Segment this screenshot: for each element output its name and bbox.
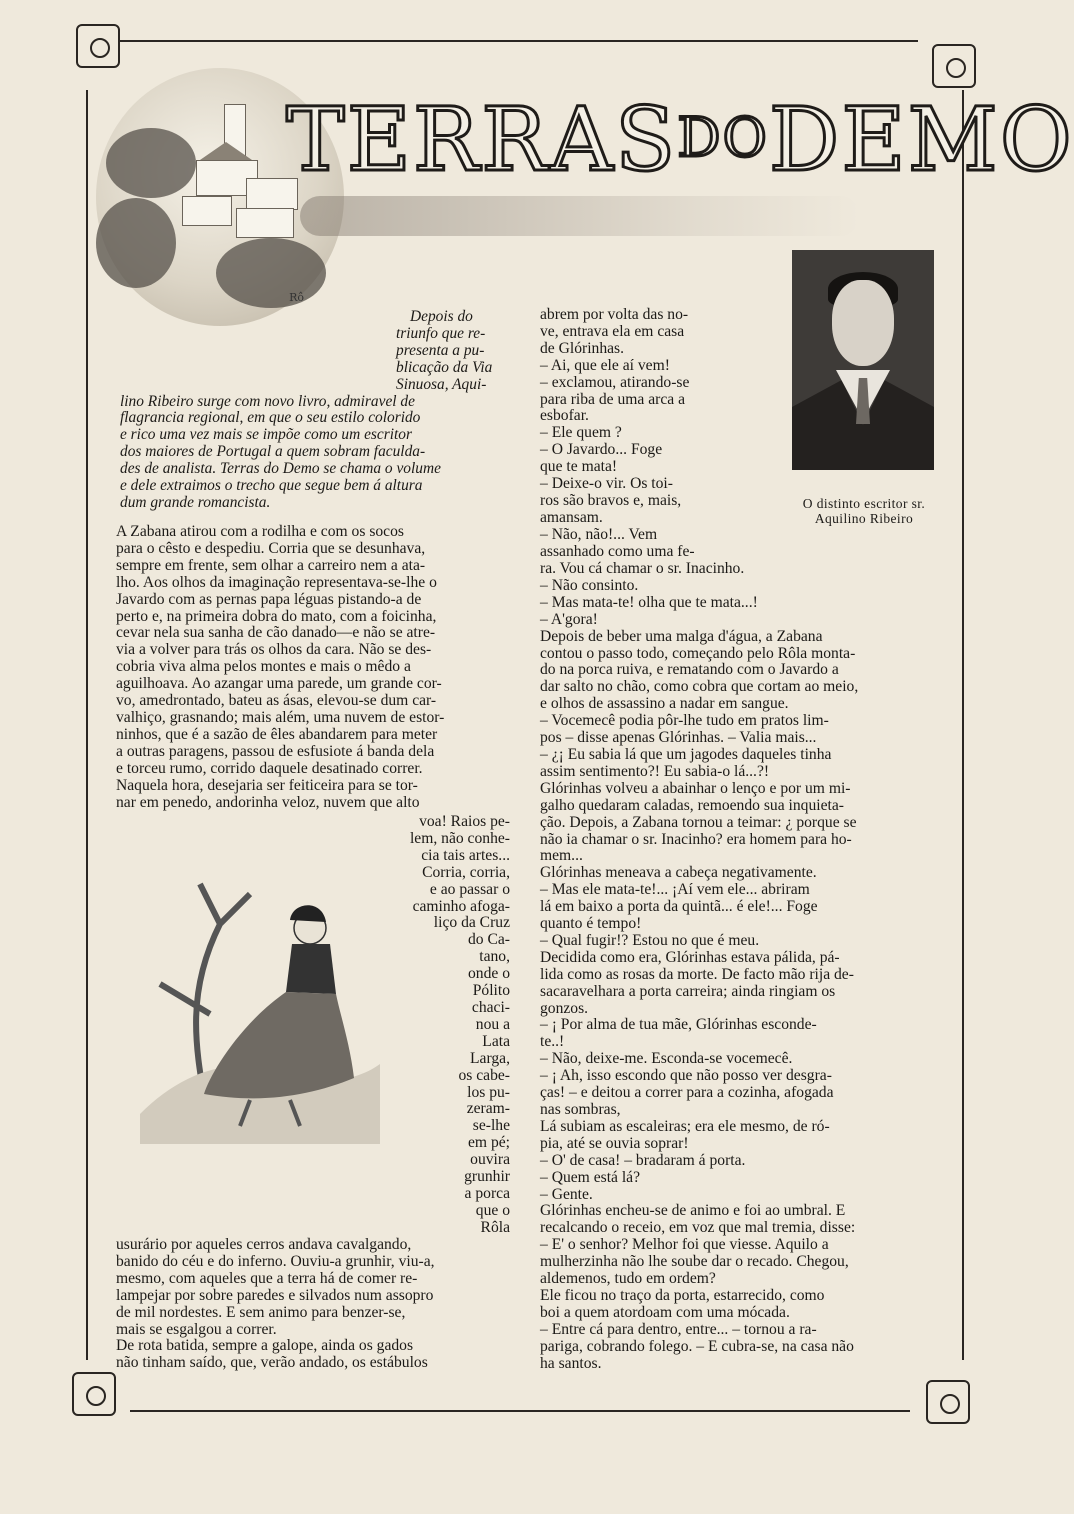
text-line: ouvira xyxy=(470,1151,510,1169)
text-line: mesmo, com aqueles que a terra há de comer re- xyxy=(116,1269,418,1287)
intro-line: dos maiores de Portugal a quem sobram faculda- xyxy=(120,443,426,461)
text-line: mem... xyxy=(540,847,583,865)
text-line: mulherzinha não lhe soube dar o recado. Chegou, xyxy=(540,1253,849,1271)
text-line: – ¡ Ah, isso escondo que não posso ver desgra- xyxy=(540,1067,832,1085)
text-line: ninhos, que é a sazão de êles abandarem para meter xyxy=(116,725,438,743)
text-line: caminho afoga- xyxy=(412,897,510,915)
text-line: ção. Depois, a Zabana tornou a teimar: ¿ porque se xyxy=(540,813,857,831)
text-line: – Quem está lá? xyxy=(540,1168,641,1186)
text-line: – Mas mata-te! olha que te mata...! xyxy=(540,593,758,611)
title-sky-streak xyxy=(300,196,860,236)
text-line: – E' o senhor? Melhor foi que viesse. Aquilo a xyxy=(540,1236,829,1254)
text-line: do Ca- xyxy=(467,931,510,949)
text-line: assanhado como uma fe- xyxy=(540,542,695,560)
text-line: e ao passar o xyxy=(429,880,510,898)
text-line: nou a xyxy=(475,1015,510,1033)
text-line: los pu- xyxy=(467,1083,510,1101)
text-line: não ia chamar o sr. Inacinho? era homem para ho- xyxy=(540,830,852,848)
text-line: e torceu rumo, corrido daquele desatinado correr. xyxy=(116,759,423,777)
text-line: De rota batida, sempre a galope, ainda os gados xyxy=(116,1337,414,1355)
text-line: ve, entrava ela em casa xyxy=(540,322,685,340)
frame-right-rule xyxy=(962,90,964,1360)
text-line: abrem por volta das no- xyxy=(540,306,689,323)
text-line: voa! Raios pe- xyxy=(419,813,510,830)
text-line: – ¡ Por alma de tua mãe, Glórinhas esconde- xyxy=(540,1016,817,1034)
text-line: – O Javardo... Foge xyxy=(540,441,663,459)
intro-line: Sinuosa, Aqui- xyxy=(396,375,487,393)
intro-line: e dele extraimos o trecho que segue bem á altura xyxy=(120,477,423,495)
illustrator-signature: Rô xyxy=(289,291,304,304)
corner-ornament-bottom-left xyxy=(72,1372,116,1416)
text-line: não tinham saído, que, verão andado, os estábulos xyxy=(116,1354,428,1372)
text-line: – exclamou, atirando-se xyxy=(540,373,690,391)
text-line: vo, amedrontado, bateu as ásas, elevou-se dum car- xyxy=(116,692,437,710)
frame-bottom-rule xyxy=(130,1410,910,1412)
caption-line-2: Aquilino Ribeiro xyxy=(814,511,914,526)
text-line: – ¿¡ Eu sabia lá que um jagodes daqueles tinha xyxy=(540,745,832,763)
text-line: Naquela hora, desejaria ser feiticeira para se tor- xyxy=(116,776,418,794)
text-line: lho. Aos olhos da imaginação representava-se-lhe o xyxy=(116,573,437,591)
text-line: contou o passo todo, começando pelo Rôla monta- xyxy=(540,644,856,662)
text-line: assim sentimento?! Eu sabia-o lá...?! xyxy=(540,762,770,780)
running-girl-illustration xyxy=(140,864,380,1144)
author-portrait-photo xyxy=(792,250,934,460)
text-line: via a volver para trás os olhos da cara. Não se des- xyxy=(116,641,432,659)
text-line: lem, não conhe- xyxy=(409,829,510,847)
text-line: Glórinhas volveu a abainhar o lenço e por um mi- xyxy=(540,779,851,797)
intro-line: lino Ribeiro surge com novo livro, admiravel de xyxy=(120,392,415,410)
page-title xyxy=(286,88,1074,191)
text-line: lida como as rosas da morte. De facto mão rija de- xyxy=(540,965,854,983)
text-line: de Glórinhas. xyxy=(540,339,625,357)
text-line: ra. Vou cá chamar o sr. Inacinho. xyxy=(540,560,745,577)
text-line: grunhir xyxy=(464,1168,510,1186)
text-line: para o cêsto e despediu. Corria que se desunhava, xyxy=(116,539,426,557)
text-line: os cabe- xyxy=(458,1066,510,1084)
text-line: esbofar. xyxy=(540,407,589,425)
text-line: Pólito xyxy=(472,982,510,1000)
text-line: se-lhe xyxy=(472,1117,510,1135)
text-line: ças! – e deitou a correr para a cozinha, afogada xyxy=(540,1084,834,1102)
text-line: cia tais artes... xyxy=(421,846,510,864)
text-line: banido do céu e do inferno. Ouviu-a grunhir, viu-a, xyxy=(116,1252,435,1270)
column-1-text xyxy=(116,524,510,811)
intro-block xyxy=(120,309,510,512)
text-line: zeram- xyxy=(466,1100,510,1118)
text-line: e olhos de assassino a nadar em sangue. xyxy=(540,695,789,713)
text-line: Glórinhas encheu-se de animo e foi ao umbral. E xyxy=(540,1202,846,1220)
corner-ornament-top-left xyxy=(76,24,120,68)
text-line: pia, até se ouvia soprar! xyxy=(540,1134,689,1152)
frame-left-rule xyxy=(86,90,88,1360)
text-line: Larga, xyxy=(470,1049,510,1067)
text-line: Ele ficou no traço da porta, estarrecido, como xyxy=(540,1286,825,1304)
text-line: galho quedaram caladas, remoendo sua inquieta- xyxy=(540,796,844,814)
corner-ornament-bottom-right xyxy=(926,1380,970,1424)
text-line: Corria, corria, xyxy=(422,863,510,881)
intro-line: des de analista. Terras do Demo se chama o volume xyxy=(120,460,441,478)
text-line: a porca xyxy=(464,1184,510,1202)
text-line: – Vocemecê podia pôr-lhe tudo em pratos lim- xyxy=(540,712,829,730)
text-line: dar salto no chão, como cobra que cortam ao meio, xyxy=(540,678,859,696)
text-line: Depois de beber uma malga d'água, a Zabana xyxy=(540,627,823,645)
text-line: valhiço, grasnando; mais além, uma nuvem de estor- xyxy=(116,708,445,726)
intro-line: flagrancia regional, em que o seu estilo colorido xyxy=(120,409,421,427)
frame-top-rule xyxy=(118,40,918,42)
text-line: gonzos. xyxy=(540,999,589,1017)
text-line: – Gente. xyxy=(540,1185,593,1203)
text-line: boi a quem atordoam com uma mócada. xyxy=(540,1303,790,1321)
text-line: que te mata! xyxy=(540,458,618,476)
text-line: Lata xyxy=(482,1032,510,1050)
text-line: nar em penedo, andorinha veloz, nuvem que alto xyxy=(116,793,420,811)
text-line: – Não, deixe-me. Esconda-se vocemecê. xyxy=(540,1050,793,1068)
title-word-terras: TERRAS xyxy=(286,88,678,191)
intro-line: e rico uma vez mais se impõe como um escritor xyxy=(120,426,412,444)
text-line: mais se esgalgou a correr. xyxy=(116,1320,277,1338)
text-line: Glórinhas meneava a cabeça negativamente. xyxy=(540,864,817,882)
text-line: Rôla xyxy=(480,1218,510,1236)
column-2-text xyxy=(540,561,934,1373)
text-line: pariga, cobrando folego. – E cubra-se, na casa não xyxy=(540,1337,854,1355)
text-line: aldemenos, tudo em ordem? xyxy=(540,1270,716,1288)
text-line: aguilhoava. Ao azangar uma parede, um grande cor- xyxy=(116,675,442,693)
text-line: lampejar por sobre paredes e silvados num assopro xyxy=(116,1286,434,1304)
intro-line: dum grande romancista. xyxy=(120,493,271,511)
text-line: do na porca ruiva, e rematando com o Javardo a xyxy=(540,661,839,679)
text-line: de mil nordestes. E sem animo para benzer-se, xyxy=(116,1303,406,1321)
text-line: Javardo com as pernas papa léguas pistando-a de xyxy=(116,590,422,608)
column-1-bottom-text xyxy=(116,1237,510,1372)
intro-line: presenta a pu- xyxy=(396,341,485,359)
text-line: sacaravelhara a porta carreira; ainda ringiam os xyxy=(540,982,836,1000)
text-line: – Não, não!... Vem xyxy=(540,525,658,543)
text-line: Lá subiam as escaleiras; era ele mesmo, de ró- xyxy=(540,1117,830,1135)
text-line: – A'gora! xyxy=(540,610,598,628)
caption-line-1: O distinto escritor sr. xyxy=(802,496,926,511)
text-line: – O' de casa! – bradaram á porta. xyxy=(540,1151,746,1169)
column-1-narrow-text xyxy=(366,814,510,1237)
text-line: te..! xyxy=(540,1033,565,1051)
text-line: sempre em frente, sem olhar a carreiro nem a ata- xyxy=(116,556,426,574)
portrait-caption xyxy=(772,496,956,526)
text-line: lá em baixo a porta da quintã... é ele!... Foge xyxy=(540,898,818,916)
text-line: que o xyxy=(475,1201,510,1219)
text-line: chaci- xyxy=(471,998,510,1016)
title-word-do: DO xyxy=(677,106,769,169)
title-word-demo: DEMO xyxy=(768,88,1074,191)
text-line: cobria viva alma pelos montes e mais o mêdo a xyxy=(116,658,411,676)
text-line: – Mas ele mata-te!... ¡Aí vem ele... abriram xyxy=(540,881,810,899)
text-line: – Deixe-o vir. Os toi- xyxy=(540,475,673,493)
text-line: – Qual fugir!? Estou no que é meu. xyxy=(540,931,760,949)
text-line: em pé; xyxy=(468,1134,510,1152)
intro-line: Depois do xyxy=(410,308,473,325)
text-line: – Entre cá para dentro, entre... – tornou a ra- xyxy=(540,1320,817,1338)
text-line: – Não consinto. xyxy=(540,576,639,594)
text-line: onde o xyxy=(467,965,510,983)
text-line: pos – disse apenas Glórinhas. – Valia mais... xyxy=(540,729,817,747)
text-line: amansam. xyxy=(540,508,603,526)
text-line: usurário por aqueles cerros andava cavalgando, xyxy=(116,1236,412,1253)
text-line: A Zabana atirou com a rodilha e com os socos xyxy=(116,523,404,540)
text-line: – Ai, que ele aí vem! xyxy=(540,356,670,374)
text-line: ros são bravos e, mais, xyxy=(540,491,682,509)
column-2-top-text xyxy=(540,307,740,561)
text-line: perto e, na primeira dobra do mato, com a foicinha, xyxy=(116,607,437,625)
text-line: quanto é tempo! xyxy=(540,915,642,933)
text-line: cevar nela sua sanha de cão danado—e não se atre- xyxy=(116,624,436,642)
text-line: ha santos. xyxy=(540,1354,602,1372)
intro-line: blicação da Via xyxy=(396,358,493,376)
text-line: nas sombras, xyxy=(540,1101,621,1118)
text-line: tano, xyxy=(479,948,510,966)
corner-ornament-top-right xyxy=(932,44,976,88)
text-line: Decidida como era, Glórinhas estava pálida, pá- xyxy=(540,948,840,966)
text-line: liço da Cruz xyxy=(433,914,510,932)
intro-line: triunfo que re- xyxy=(396,324,486,342)
text-line: – Ele quem ? xyxy=(540,424,622,442)
text-line: para riba de uma arca a xyxy=(540,390,686,408)
text-line: a outras paragens, passou de esfusiote á banda dela xyxy=(116,742,435,760)
text-line: recalcando o receio, em voz que mal tremia, disse: xyxy=(540,1219,856,1237)
